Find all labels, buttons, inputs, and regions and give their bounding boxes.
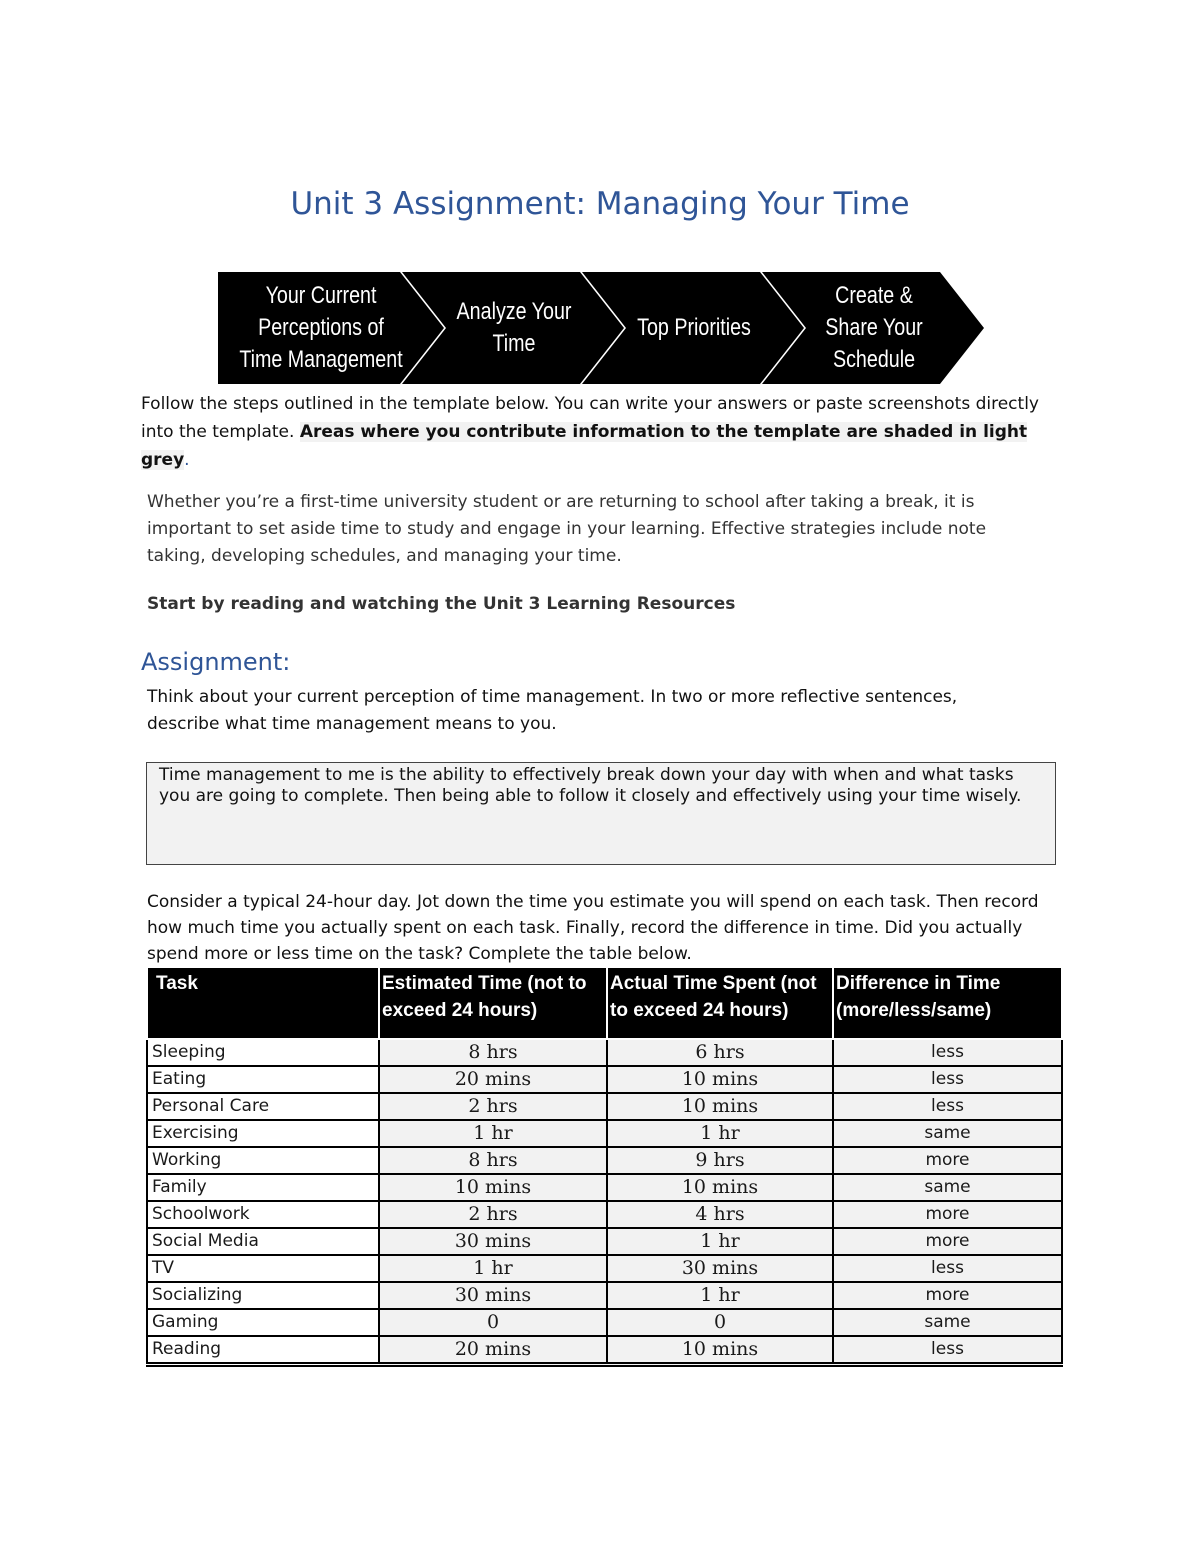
difference-cell[interactable]: less bbox=[833, 1336, 1062, 1365]
instructions-bold: Areas where you contribute information to the template are shaded in light grey bbox=[141, 422, 1028, 470]
estimated-cell[interactable]: 1 hr bbox=[379, 1255, 607, 1282]
time-table bbox=[146, 966, 1063, 1367]
actual-cell[interactable]: 1 hr bbox=[607, 1120, 833, 1147]
answer-field[interactable]: Time management to me is the ability to effectively break down your day with when and what tasks you are going to complete. Then being able to follow it closely and effectively using your time wisely. bbox=[146, 762, 1056, 865]
actual-cell[interactable]: 10 mins bbox=[607, 1336, 833, 1365]
actual-cell[interactable]: 0 bbox=[607, 1309, 833, 1336]
task-cell: Socializing bbox=[147, 1282, 379, 1309]
actual-cell[interactable]: 1 hr bbox=[607, 1228, 833, 1255]
difference-cell[interactable]: less bbox=[833, 1039, 1062, 1066]
task-cell: Reading bbox=[147, 1336, 379, 1365]
intro-paragraph: Whether you’re a first-time university student or are returning to school after taking a break, it is important to set aside time to study and engage in your learning. Effective strategies include note taking, developing schedules, and managing your time. bbox=[147, 492, 987, 566]
difference-cell[interactable]: less bbox=[833, 1255, 1062, 1282]
actual-cell[interactable]: 10 mins bbox=[607, 1174, 833, 1201]
actual-cell[interactable]: 30 mins bbox=[607, 1255, 833, 1282]
header-estimated: Estimated Time (not to exceed 24 hours) bbox=[379, 967, 607, 1039]
task-cell: Sleeping bbox=[147, 1039, 379, 1066]
actual-cell[interactable]: 6 hrs bbox=[607, 1039, 833, 1066]
actual-cell[interactable]: 10 mins bbox=[607, 1066, 833, 1093]
table-row bbox=[147, 1255, 1062, 1282]
page-title: Unit 3 Assignment: Managing Your Time bbox=[290, 186, 910, 222]
instructions-text: Follow the steps outlined in the template below. You can write your answers or paste screenshots directly into the template. bbox=[141, 394, 1039, 442]
table-row bbox=[147, 1120, 1062, 1147]
estimated-cell[interactable]: 2 hrs bbox=[379, 1201, 607, 1228]
actual-cell[interactable]: 9 hrs bbox=[607, 1147, 833, 1174]
task-cell: Social Media bbox=[147, 1228, 379, 1255]
start-note: Start by reading and watching the Unit 3 Learning Resources bbox=[147, 594, 736, 614]
table-row bbox=[147, 1093, 1062, 1120]
difference-cell[interactable]: less bbox=[833, 1066, 1062, 1093]
table-header-row bbox=[147, 967, 1062, 1039]
table-row bbox=[147, 1174, 1062, 1201]
estimated-cell[interactable]: 20 mins bbox=[379, 1336, 607, 1365]
difference-cell[interactable]: more bbox=[833, 1147, 1062, 1174]
table-row bbox=[147, 1336, 1062, 1365]
estimated-cell[interactable]: 1 hr bbox=[379, 1120, 607, 1147]
task-cell: Gaming bbox=[147, 1309, 379, 1336]
estimated-cell[interactable]: 8 hrs bbox=[379, 1147, 607, 1174]
difference-cell[interactable]: more bbox=[833, 1201, 1062, 1228]
table-intro: Consider a typical 24-hour day. Jot down the time you estimate you will spend on each task. Then record how much time you actually spent on each task. Finally, record the difference in time. Did you actually spend more or less time on the task? Complete the table below. bbox=[147, 892, 1039, 964]
difference-cell[interactable]: same bbox=[833, 1309, 1062, 1336]
difference-cell[interactable]: more bbox=[833, 1282, 1062, 1309]
estimated-cell[interactable]: 2 hrs bbox=[379, 1093, 607, 1120]
table-row bbox=[147, 1282, 1062, 1309]
instructions-paragraph bbox=[141, 390, 1061, 474]
task-cell: TV bbox=[147, 1255, 379, 1282]
actual-cell[interactable]: 4 hrs bbox=[607, 1201, 833, 1228]
difference-cell[interactable]: more bbox=[833, 1228, 1062, 1255]
step-label-1: Your Current Perceptions of Time Management bbox=[239, 282, 403, 373]
difference-cell[interactable]: same bbox=[833, 1120, 1062, 1147]
task-cell: Family bbox=[147, 1174, 379, 1201]
difference-cell[interactable]: less bbox=[833, 1093, 1062, 1120]
step-label-4: Create & Share Your Schedule bbox=[825, 282, 923, 373]
table-row bbox=[147, 1147, 1062, 1174]
task-cell: Personal Care bbox=[147, 1093, 379, 1120]
estimated-cell[interactable]: 0 bbox=[379, 1309, 607, 1336]
table-row bbox=[147, 1309, 1062, 1336]
estimated-cell[interactable]: 30 mins bbox=[379, 1228, 607, 1255]
step-label-3: Top Priorities bbox=[637, 314, 751, 341]
assignment-heading: Assignment: bbox=[141, 648, 291, 676]
instructions-end: . bbox=[184, 450, 190, 470]
task-cell: Schoolwork bbox=[147, 1201, 379, 1228]
table-row bbox=[147, 1201, 1062, 1228]
actual-cell[interactable]: 10 mins bbox=[607, 1093, 833, 1120]
task-cell: Exercising bbox=[147, 1120, 379, 1147]
estimated-cell[interactable]: 30 mins bbox=[379, 1282, 607, 1309]
header-difference: Difference in Time (more/less/same) bbox=[833, 967, 1062, 1039]
header-task: Task bbox=[147, 967, 379, 1039]
actual-cell[interactable]: 1 hr bbox=[607, 1282, 833, 1309]
table-row bbox=[147, 1066, 1062, 1093]
estimated-cell[interactable]: 20 mins bbox=[379, 1066, 607, 1093]
table-row bbox=[147, 1039, 1062, 1066]
difference-cell[interactable]: same bbox=[833, 1174, 1062, 1201]
task-cell: Working bbox=[147, 1147, 379, 1174]
question-text: Think about your current perception of time management. In two or more reflective sentences, describe what time management means to you. bbox=[147, 687, 958, 734]
header-actual: Actual Time Spent (not to exceed 24 hours) bbox=[607, 967, 833, 1039]
step-label-2: Analyze Your Time bbox=[456, 298, 572, 357]
estimated-cell[interactable]: 8 hrs bbox=[379, 1039, 607, 1066]
process-diagram bbox=[218, 272, 984, 384]
estimated-cell[interactable]: 10 mins bbox=[379, 1174, 607, 1201]
table-row bbox=[147, 1228, 1062, 1255]
task-cell: Eating bbox=[147, 1066, 379, 1093]
